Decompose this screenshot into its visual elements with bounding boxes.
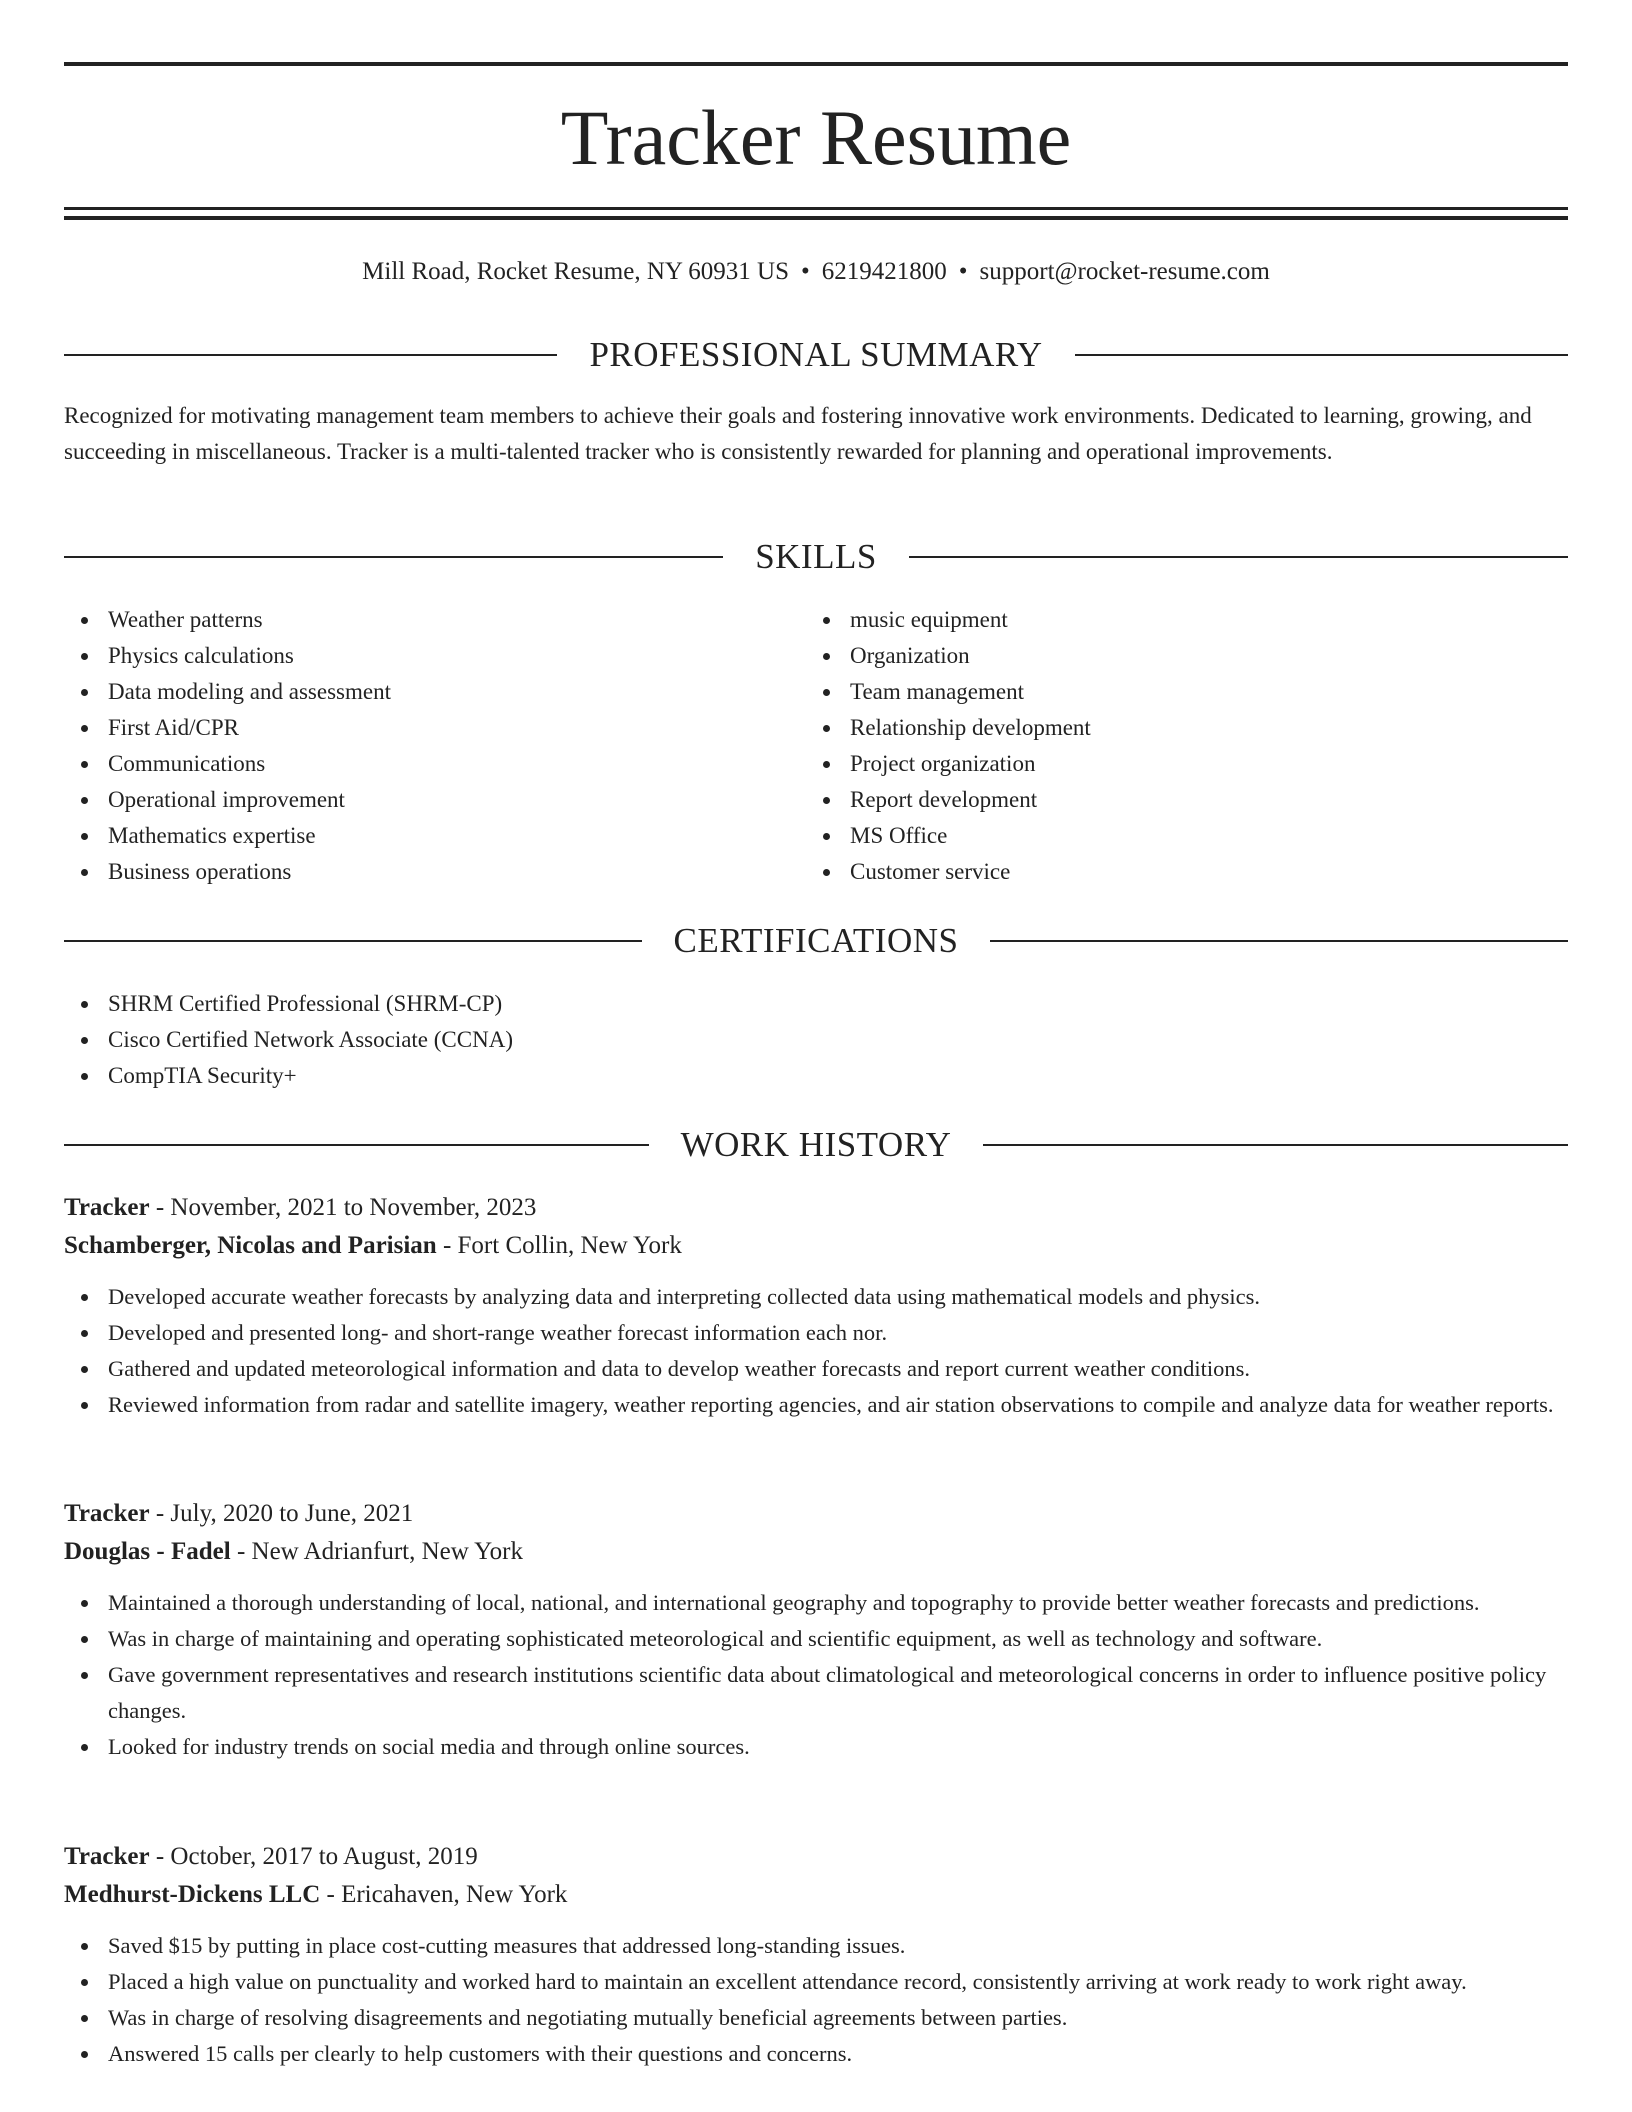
resume-name: Tracker Resume: [560, 94, 1072, 181]
skill-item: First Aid/CPR: [64, 710, 764, 746]
skill-item: MS Office: [806, 818, 1506, 854]
job-company: Medhurst-Dickens LLC: [64, 1881, 321, 1908]
skill-item: Communications: [64, 746, 764, 782]
heading-rule: [990, 940, 1568, 942]
section-heading-summary: [64, 331, 1568, 379]
heading-rule: [64, 940, 642, 942]
job-company: Douglas - Fadel: [64, 1538, 231, 1565]
skill-item: Project organization: [806, 746, 1506, 782]
contact-separator: •: [801, 258, 810, 285]
job-entry: [64, 1189, 1568, 1423]
job-role-line: [64, 1838, 1568, 1876]
skill-item: Customer service: [806, 854, 1506, 890]
contact-email: support@rocket-resume.com: [979, 258, 1270, 285]
skill-item: Business operations: [64, 854, 764, 890]
job-bullet: Was in charge of resolving disagreements and negotiating mutually beneficial agreements between parties.: [64, 2000, 1568, 2036]
job-company: Schamberger, Nicolas and Parisian: [64, 1232, 437, 1259]
job-company-line: [64, 1227, 1568, 1265]
certifications-list: [64, 986, 1568, 1094]
job-role-line: [64, 1189, 1568, 1227]
professional-summary: Recognized for motivating management team members to achieve their goals and fostering innovative work environments. Dedicated to learning, growing, and succeeding in miscellaneous. Tracker is a multi-talented tracker who is consistently rewarded for planning and operational improvements.: [64, 403, 1532, 464]
certification-item: CompTIA Security+: [64, 1058, 1568, 1094]
job-location: - Fort Collin, New York: [436, 1232, 682, 1259]
skill-item: Team management: [806, 674, 1506, 710]
section-title: PROFESSIONAL SUMMARY: [589, 335, 1043, 374]
heading-rule: [1075, 354, 1568, 356]
heading-rule: [64, 1144, 649, 1146]
skill-item: Weather patterns: [64, 602, 764, 638]
contact-address: Mill Road, Rocket Resume, NY 60931 US: [362, 258, 789, 285]
job-entry: [64, 1838, 1568, 2072]
job-title: Tracker: [64, 1843, 150, 1870]
job-bullet: Gathered and updated meteorological information and data to develop weather forecasts and report current weather conditions.: [64, 1351, 1568, 1387]
double-rule-upper: [64, 207, 1568, 210]
job-dates: - November, 2021 to November, 2023: [149, 1194, 537, 1221]
section-title: SKILLS: [755, 537, 877, 576]
contact-separator: •: [958, 258, 968, 285]
section-heading-work-history: [64, 1121, 1568, 1169]
skill-item: Mathematics expertise: [64, 818, 764, 854]
job-company-line: [64, 1533, 1568, 1571]
job-dates: - July, 2020 to June, 2021: [149, 1500, 414, 1527]
double-rule-lower: [64, 216, 1568, 220]
job-location: - Ericahaven, New York: [320, 1881, 568, 1908]
section-title: WORK HISTORY: [680, 1125, 952, 1164]
job-bullet: Maintained a thorough understanding of local, national, and international geography and topography to provide better weather forecasts and predictions.: [64, 1585, 1568, 1621]
skill-item: Data modeling and assessment: [64, 674, 764, 710]
section-heading-skills: [64, 533, 1568, 581]
heading-rule: [64, 556, 723, 558]
skill-item: Operational improvement: [64, 782, 764, 818]
job-company-line: [64, 1876, 1568, 1914]
job-bullets: [64, 1928, 1568, 2072]
job-bullet: Placed a high value on punctuality and worked hard to maintain an excellent attendance record, consistently arriving at work ready to work right away.: [64, 1964, 1568, 2000]
certification-item: Cisco Certified Network Associate (CCNA): [64, 1022, 1568, 1058]
job-title: Tracker: [64, 1500, 150, 1527]
job-dates: - October, 2017 to August, 2019: [149, 1843, 478, 1870]
skill-item: Organization: [806, 638, 1506, 674]
job-title: Tracker: [64, 1194, 150, 1221]
job-bullet: Gave government representatives and research institutions scientific data about climatological and meteorological concerns in order to influence positive policy changes.: [64, 1657, 1568, 1729]
heading-rule: [64, 354, 557, 356]
job-entry: [64, 1495, 1568, 1765]
job-bullet: Answered 15 calls per clearly to help customers with their questions and concerns.: [64, 2036, 1568, 2072]
skills-list-right: [806, 602, 1506, 890]
job-bullet: Reviewed information from radar and satellite imagery, weather reporting agencies, and air station observations to compile and analyze data for weather reports.: [64, 1387, 1568, 1423]
skill-item: Relationship development: [806, 710, 1506, 746]
skill-item: music equipment: [806, 602, 1506, 638]
job-bullets: [64, 1585, 1568, 1765]
section-heading-certifications: [64, 917, 1568, 965]
heading-rule: [909, 556, 1568, 558]
section-title: CERTIFICATIONS: [673, 921, 959, 960]
job-location: - New Adrianfurt, New York: [230, 1538, 524, 1565]
job-bullet: Saved $15 by putting in place cost-cutting measures that addressed long-standing issues.: [64, 1928, 1568, 1964]
skills-list-left: [64, 602, 764, 890]
certification-item: SHRM Certified Professional (SHRM-CP): [64, 986, 1568, 1022]
job-bullet: Developed accurate weather forecasts by analyzing data and interpreting collected data using mathematical models and physics.: [64, 1279, 1568, 1315]
contact-phone: 6219421800: [821, 258, 947, 285]
job-bullet: Was in charge of maintaining and operating sophisticated meteorological and scientific equipment, as well as technology and software.: [64, 1621, 1568, 1657]
job-bullet: Looked for industry trends on social media and through online sources.: [64, 1729, 1568, 1765]
skill-item: Physics calculations: [64, 638, 764, 674]
contact-line: [64, 252, 1568, 292]
job-role-line: [64, 1495, 1568, 1533]
skill-item: Report development: [806, 782, 1506, 818]
heading-rule: [983, 1144, 1568, 1146]
job-bullet: Developed and presented long- and short-range weather forecast information each nor.: [64, 1315, 1568, 1351]
job-bullets: [64, 1279, 1568, 1423]
top-rule: [64, 62, 1568, 66]
